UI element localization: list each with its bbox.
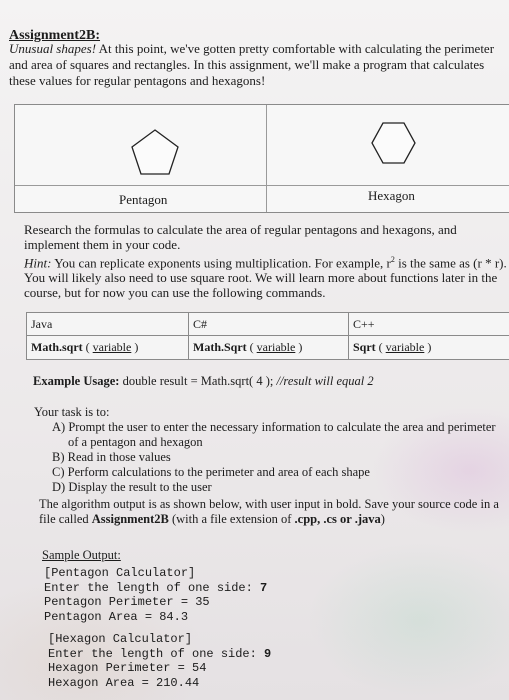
task-list	[52, 420, 507, 495]
list-item: A) Prompt the user to enter the necessary information to calculate the area and perimeter of a pentagon and hexagon	[52, 420, 496, 449]
file-extensions: .cpp, .cs or .java	[294, 512, 381, 526]
research-paragraph: Research the formulas to calculate the area of regular pentagons and hexagons, and implement them in your code.	[24, 222, 457, 252]
filename: Assignment2B	[91, 512, 169, 526]
intro-paragraph	[9, 41, 504, 89]
lang-cell-csharp	[189, 313, 349, 359]
lang-cell-cpp	[349, 313, 509, 359]
shape-label-row	[15, 185, 509, 213]
sqrt-commands-table	[26, 312, 509, 360]
algorithm-paragraph: The algorithm output is as shown below, with user input in bold. Save your source code in a file called Assignment2B (with a file extension of .cpp, .cs or .java)	[39, 497, 499, 526]
sample-output-title: Sample Output:	[42, 548, 121, 562]
lang-name: C#	[193, 317, 208, 331]
hint-paragraph: Hint: You can replicate exponents using multiplication. For example, $r^2$ is the same as (r * r). You will likely also need to use square root. We will learn more about functions later in the course, but for now you can use the following commands.	[24, 255, 507, 301]
hexagon-label: Hexagon	[368, 188, 415, 203]
shapes-table	[14, 104, 509, 213]
intro-emphasis: Unusual shapes!	[9, 41, 97, 56]
example-label: Example Usage:	[33, 374, 120, 388]
pentagon-label: Pentagon	[119, 192, 168, 207]
hexagon-output: [Hexagon Calculator] Enter the length of one side: 9 Hexagon Perimeter = 54 Hexagon Area = 210.44	[48, 632, 272, 690]
pentagon-output: [Pentagon Calculator] Enter the length of one side: 7 Pentagon Perimeter = 35 Pentagon Area = 84.3	[44, 566, 268, 624]
table-divider	[27, 335, 509, 336]
lang-cell-java	[27, 313, 189, 359]
lang-name: Java	[31, 317, 53, 331]
list-item: C) Perform calculations to the perimeter and area of each shape	[52, 465, 370, 479]
task-intro: Your task is to:	[34, 405, 110, 419]
hint-label: Hint:	[24, 255, 52, 271]
user-input: 7	[260, 580, 268, 595]
hexagon-icon	[267, 105, 509, 185]
lang-command: Math.sqrt ( variable )	[31, 340, 139, 354]
lang-command: Sqrt ( variable )	[353, 340, 432, 354]
lang-command: Math.Sqrt ( variable )	[193, 340, 303, 354]
list-item: D) Display the result to the user	[52, 480, 212, 494]
intro-text: At this point, we've gotten pretty comfortable with calculating the perimeter and area of squares and rectangles. In this assignment, we'll make a program that calculates these values for regular pentagons and hexagons!	[9, 41, 495, 88]
example-usage: Example Usage: double result = Math.sqrt( 4 ); //result will equal 2	[33, 374, 374, 388]
pentagon-icon	[15, 105, 266, 185]
assignment-title: Assignment2B:	[9, 28, 101, 43]
user-input: 9	[264, 646, 272, 661]
lang-name: C++	[353, 317, 375, 331]
list-item: B) Read in those values	[52, 450, 171, 464]
